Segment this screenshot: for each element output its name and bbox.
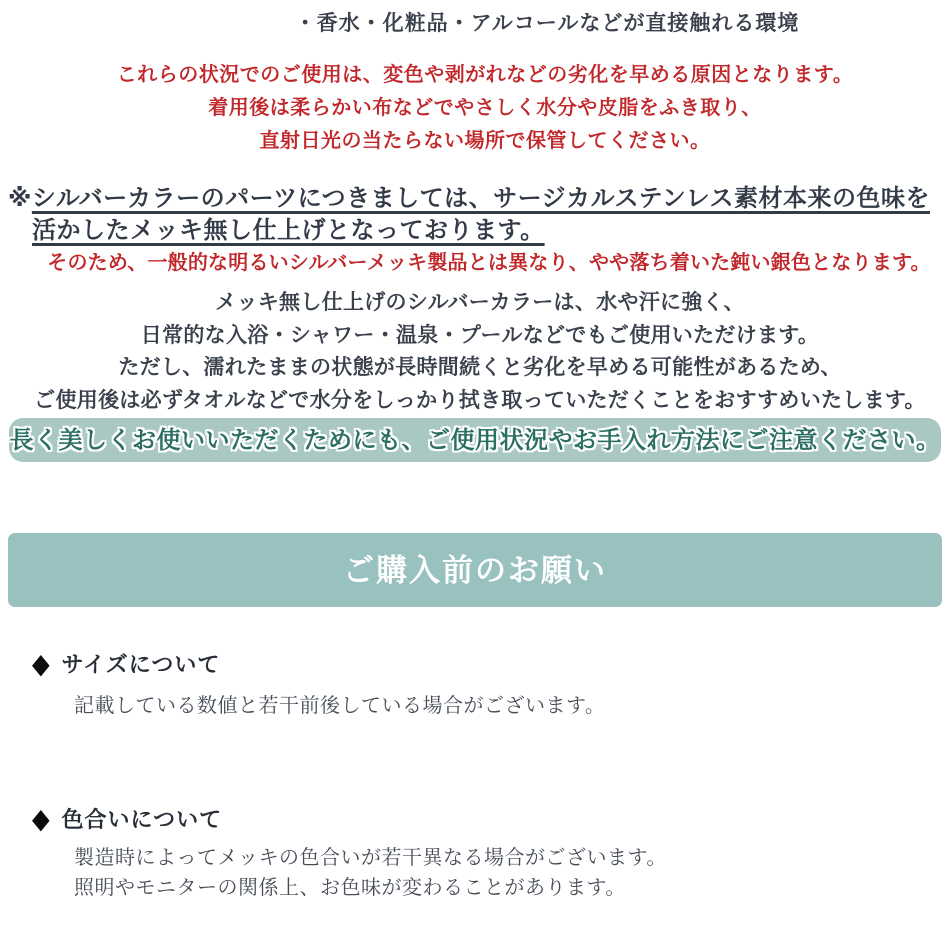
water-resistance-block xyxy=(5,287,950,417)
water-line: 日常的な入浴・シャワー・温泉・プールなどでもご使用いただけます。 xyxy=(140,323,820,347)
water-line: ただし、濡れたままの状態が長時間続くと劣化を早める可能性があるため、 xyxy=(118,356,842,379)
section-body-color xyxy=(74,843,667,903)
silver-note-underlined-text2: 活かしたメッキ無し仕上げとなっております。 xyxy=(32,217,545,244)
section-body-size xyxy=(74,691,605,721)
section-title-color: 色合いについて xyxy=(61,807,223,832)
diamond-bullet-icon: ◆ xyxy=(32,647,51,679)
care-reminder-banner: 長く美しくお使いいただくためにも、ご使用状況やお手入れ方法にご注意ください。 xyxy=(9,418,941,462)
water-line: メッキ無し仕上げのシルバーカラーは、水や汗に強く、 xyxy=(215,291,745,314)
caution-red-block xyxy=(10,59,950,158)
caution-line: 直射日光の当たらない場所で保管してください。 xyxy=(259,130,711,152)
section-title-size: サイズについて xyxy=(61,652,221,677)
silver-note-line2 xyxy=(32,215,948,247)
water-line: ご使用後は必ずタオルなどで水分をしっかり拭き取っていただくことをおすすめいたします。 xyxy=(34,388,926,412)
silver-note-line1 xyxy=(8,183,948,215)
diamond-bullet-icon: ◆ xyxy=(32,802,51,834)
section-heading-color xyxy=(30,803,222,834)
section-body-line: 製造時によってメッキの色合いが若干異なる場合がございます。 xyxy=(74,847,667,869)
caution-line: 着用後は柔らかい布などでやさしく水分や皮脂をふき取り、 xyxy=(208,97,762,119)
caution-line: これらの状況でのご使用は、変色や剥がれなどの劣化を早める原因となります。 xyxy=(116,64,854,86)
section-body-line: 記載している数値と若干前後している場合がございます。 xyxy=(74,695,606,717)
section-heading-size xyxy=(30,648,220,679)
environment-bullet-line: ・香水・化粧品・アルコールなどが直接触れる環境 xyxy=(294,12,800,35)
silver-note-underlined-text1: シルバーカラーのパーツにつきましては、サージカルステンレス素材本来の色味を xyxy=(31,185,930,212)
section-body-line: 照明やモニターの関係上、お色味が変わることがあります。 xyxy=(74,877,626,899)
silver-color-note xyxy=(8,183,948,247)
note-asterisk: ※ xyxy=(8,185,32,212)
silver-note-red-remark: そのため、一般的な明るいシルバーメッキ製品とは異なり、やや落ち着いた鈍い銀色となります。 xyxy=(47,252,931,274)
pre-purchase-header: ご購入前のお願い xyxy=(8,533,942,607)
